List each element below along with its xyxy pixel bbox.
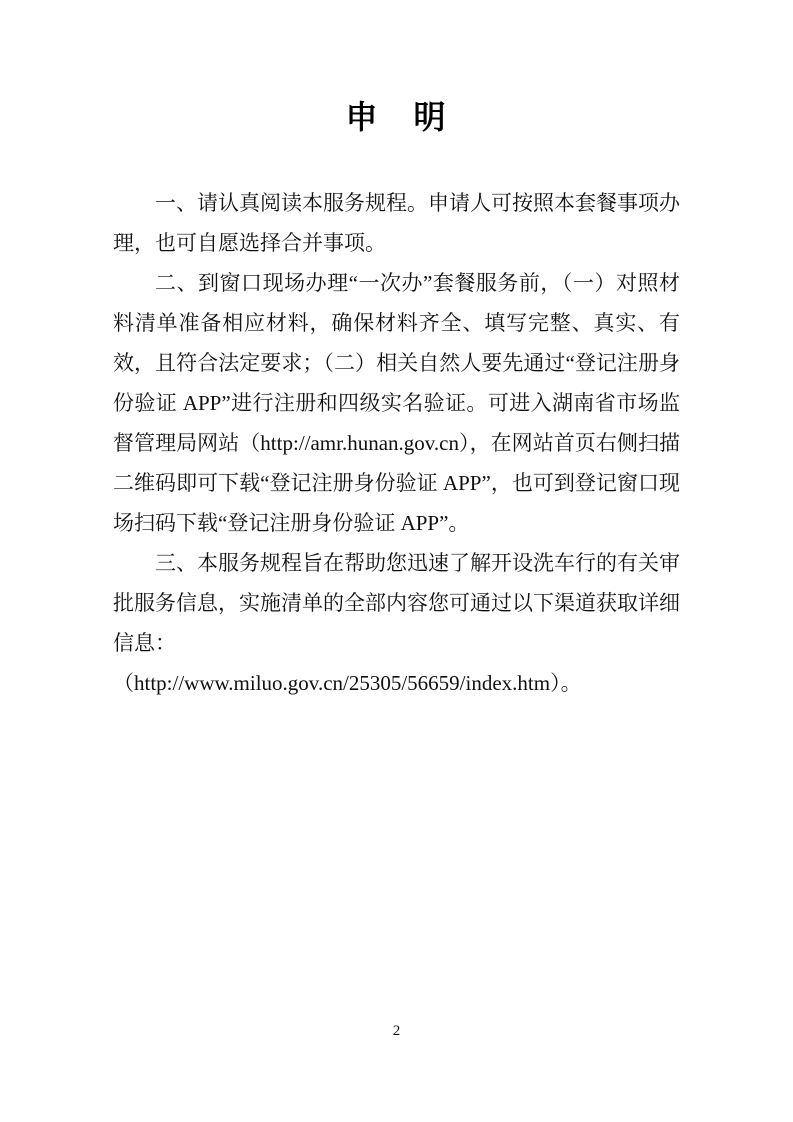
paragraph-3: 三、本服务规程旨在帮助您迅速了解开设洗车行的有关审批服务信息，实施清单的全部内容您可通过以下渠道获取详细信息：	[113, 551, 680, 655]
paragraph-url: （http://www.miluo.gov.cn/25305/56659/index.htm）。	[113, 671, 582, 695]
paragraph-2: 二、到窗口现场办理“一次办”套餐服务前，（一）对照材料清单准备相应材料，确保材料齐全、填写完整、真实、有效，且符合法定要求；（二）相关自然人要先通过“登记注册身份验证 APP”进行注册和四级实名验证。可进入湖南省市场监督管理局网站（http://amr.hunan.gov.cn），在网站首页右侧扫描二维码即可下载“登记注册身份验证 APP”，也可到登记窗口现场扫码下载“登记注册身份验证 APP”。	[113, 271, 680, 535]
document-title: 申 明	[345, 99, 448, 135]
page-number: 2	[392, 1023, 401, 1039]
paragraph-1: 一、请认真阅读本服务规程。申请人可按照本套餐事项办理，也可自愿选择合并事项。	[113, 191, 680, 255]
document-body	[113, 183, 680, 703]
